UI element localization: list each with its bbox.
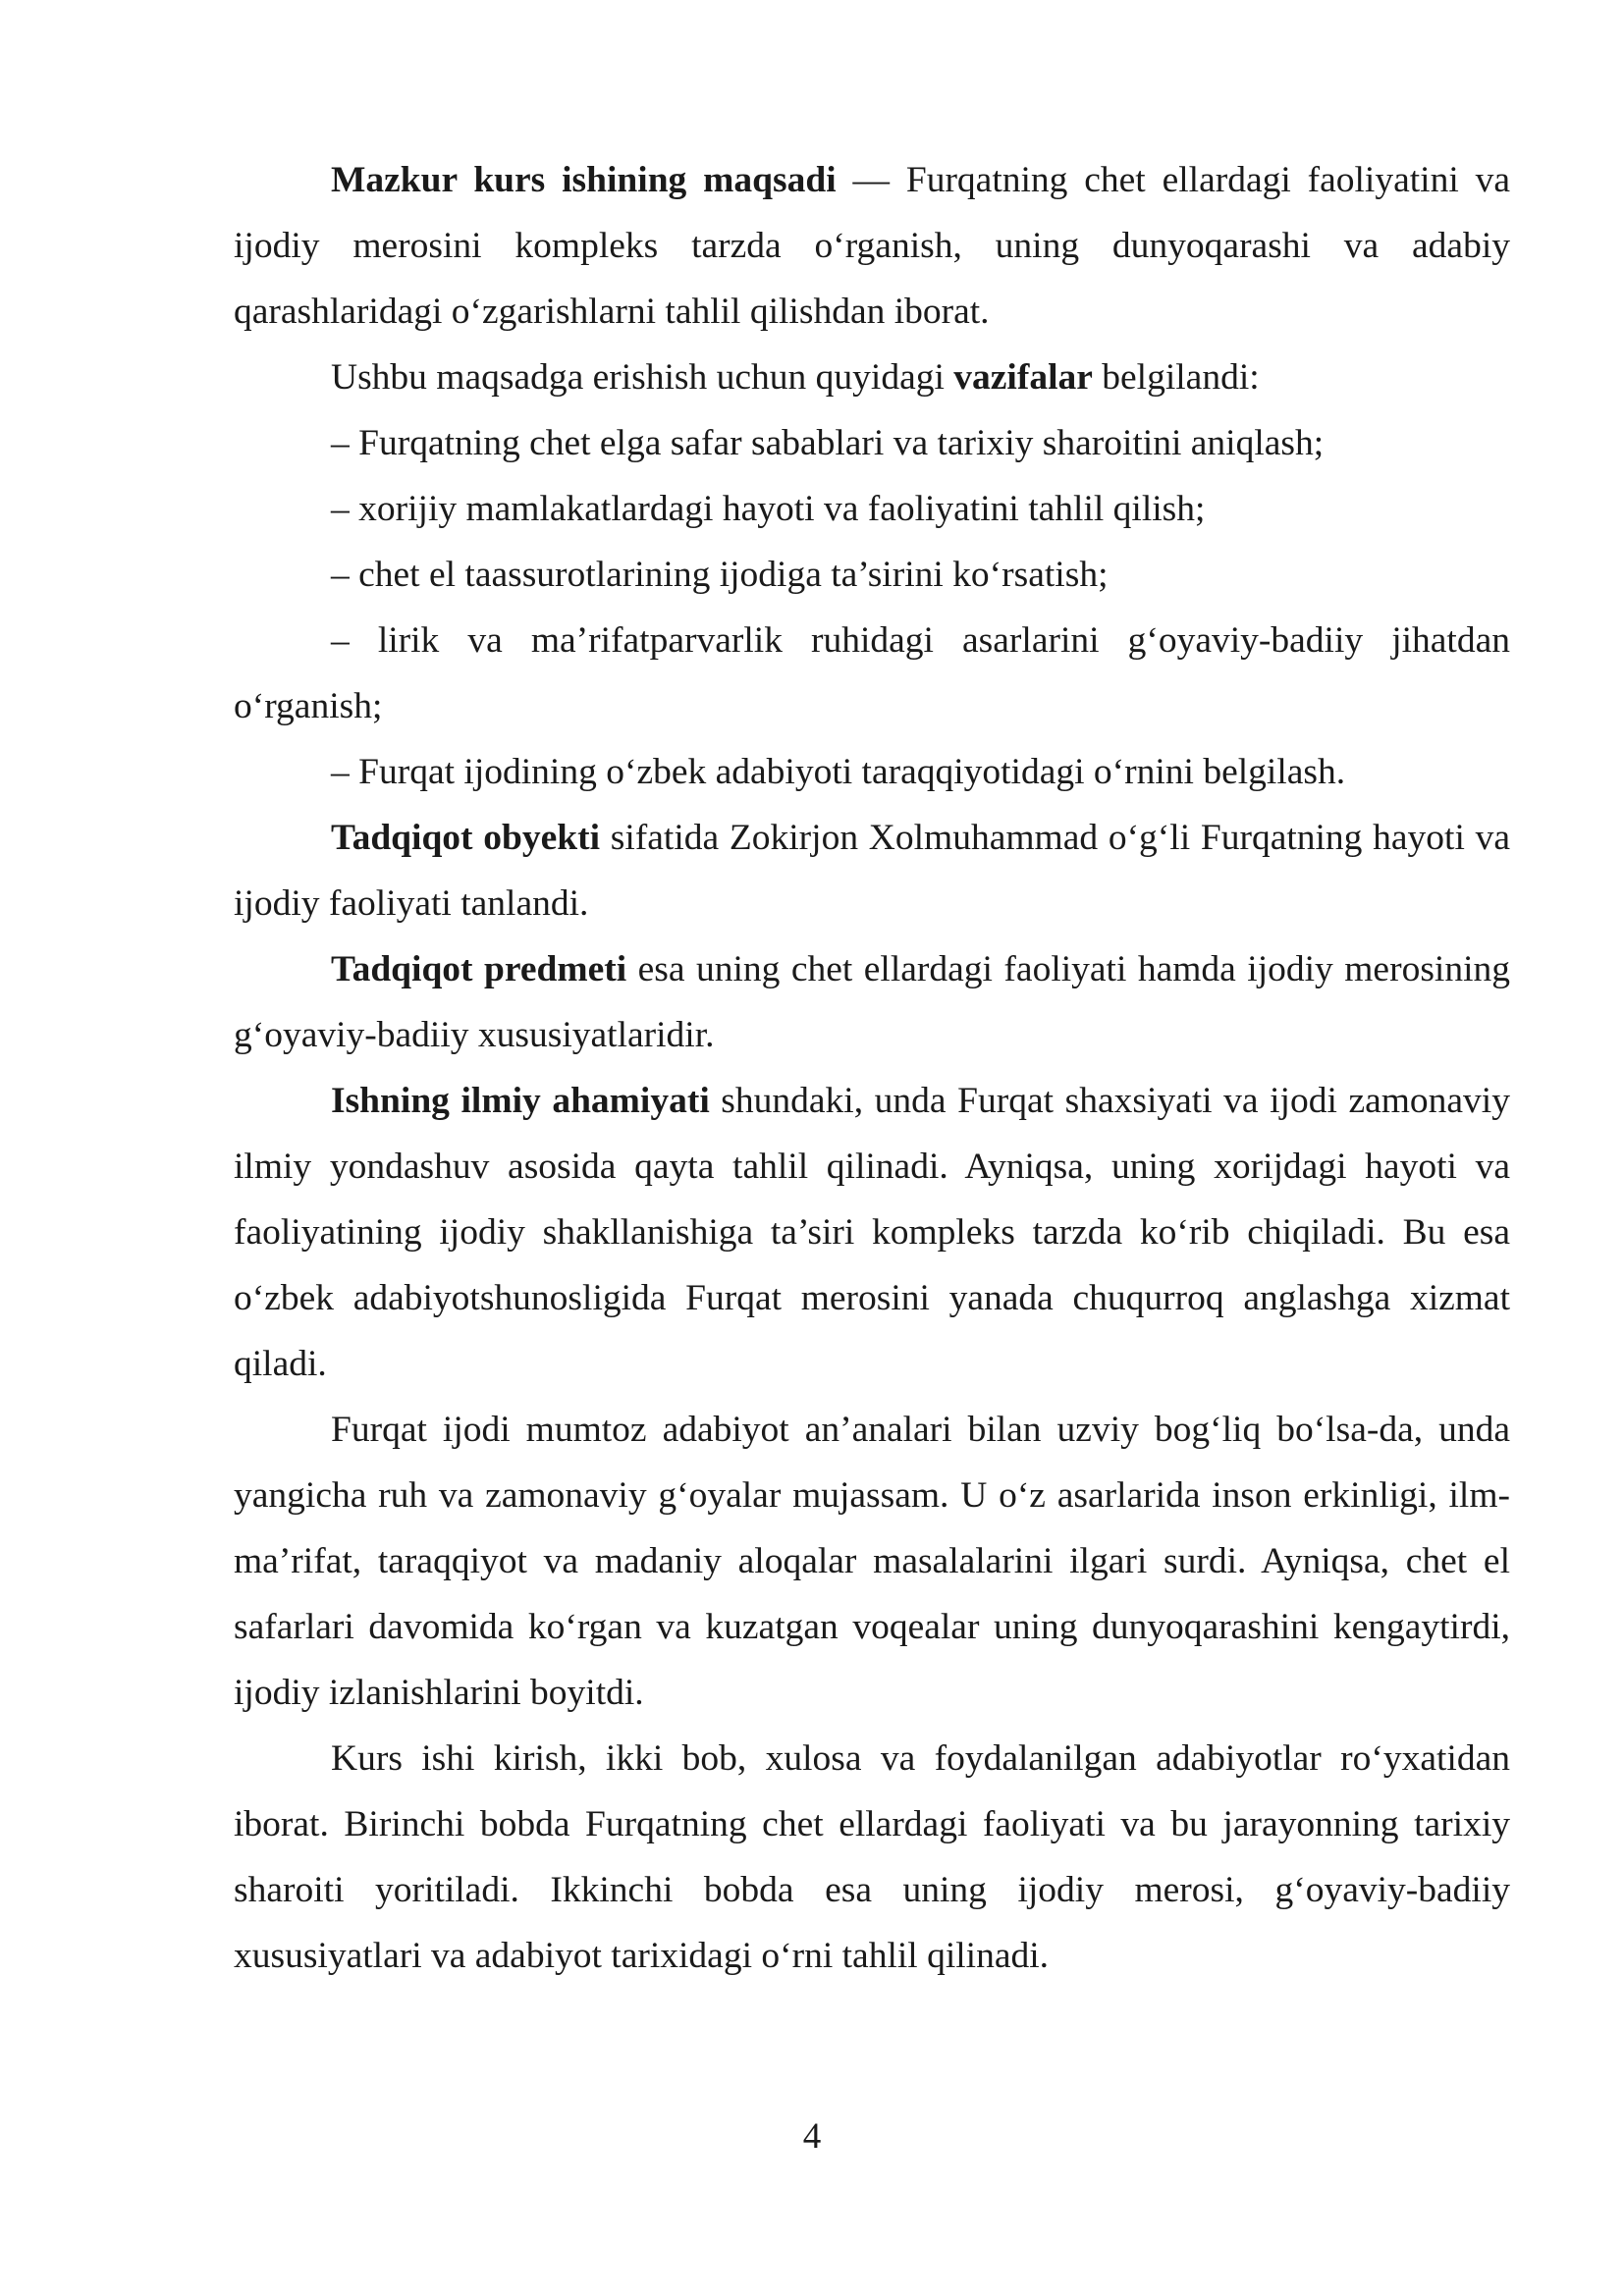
subject-paragraph xyxy=(234,936,1510,1068)
task-item: – lirik va ma’rifatparvarlik ruhidagi asarlarini g‘oyaviy-badiiy jihatdan o‘rganish; xyxy=(234,620,1510,726)
subject-heading: Tadqiqot predmeti xyxy=(331,949,627,989)
tasks-intro-before: Ushbu maqsadga erishish uchun quyidagi xyxy=(331,357,954,398)
aim-text: — Furqatning chet ellardagi faoliyatini va ijodiy merosini kompleks tarzda o‘rganish, uning dunyoqarashi va adabiy qarashlaridagi o‘zgarishlarni tahlil qilishdan iborat. xyxy=(234,160,1510,332)
structure-paragraph: Kurs ishi kirish, ikki bob, xulosa va foydalanilgan adabiyotlar ro‘yxatidan iborat. Birinchi bobda Furqatning chet ellardagi faoliyati va bu jarayonning tarixiy sharoiti yoritiladi. Ikkinchi bobda esa uning ijodiy merosi, g‘oyaviy-badiiy xususiyatlari va adabiyot tarixidagi o‘rni tahlil qilinadi. xyxy=(234,1738,1510,1976)
tasks-heading: vazifalar xyxy=(953,357,1093,398)
task-item: – chet el taassurotlarining ijodiga ta’sirini ko‘rsatish; xyxy=(331,555,1109,595)
task-item: – Furqat ijodining o‘zbek adabiyoti taraqqiyotidagi o‘rnini belgilash. xyxy=(331,752,1346,792)
subject-text: esa uning chet ellardagi faoliyati hamda ijodiy merosining g‘oyaviy-badiiy xususiyatlaridir. xyxy=(234,949,1510,1055)
creativity-paragraph: Furqat ijodi mumtoz adabiyot an’analari bilan uzviy bog‘liq bo‘lsa-da, unda yangicha ruh va zamonaviy g‘oyalar mujassam. U o‘z asarlarida inson erkinligi, ilm-ma’rifat, taraqqiyot va madaniy aloqalar masalalarini ilgari surdi. Ayniqsa, chet el safarlari davomida ko‘rgan va kuzatgan voqealar uning dunyoqarashini kengaytirdi, ijodiy izlanishlarini boyitdi. xyxy=(234,1410,1510,1713)
aim-paragraph xyxy=(234,147,1510,345)
significance-heading: Ishning ilmiy ahamiyati xyxy=(331,1081,710,1121)
aim-heading: Mazkur kurs ishining maqsadi xyxy=(331,160,837,200)
object-text: sifatida Zokirjon Xolmuhammad o‘g‘li Furqatning hayoti va ijodiy faoliyati tanlandi. xyxy=(234,818,1510,924)
task-item: – Furqatning chet elga safar sabablari va tarixiy sharoitini aniqlash; xyxy=(331,423,1325,463)
significance-paragraph xyxy=(234,1068,1510,1397)
significance-text: shundaki, unda Furqat shaxsiyati va ijodi zamonaviy ilmiy yondashuv asosida qayta tahlil qilinadi. Ayniqsa, uning xorijdagi hayoti va faoliyatining ijodiy shakllanishiga ta’siri kompleks tarzda ko‘rib chiqiladi. Bu esa o‘zbek adabiyotshunosligida Furqat merosini yanada chuqurroq anglashga xizmat qiladi. xyxy=(234,1081,1510,1384)
task-item: – xorijiy mamlakatlardagi hayoti va faoliyatini tahlil qilish; xyxy=(331,489,1206,529)
document-body xyxy=(234,147,1510,1989)
tasks-intro-after: belgilandi: xyxy=(1092,357,1260,398)
tasks-intro-paragraph xyxy=(234,345,1510,410)
object-heading: Tadqiqot obyekti xyxy=(331,818,601,858)
page-number: 4 xyxy=(802,2116,822,2157)
object-paragraph xyxy=(234,805,1510,936)
